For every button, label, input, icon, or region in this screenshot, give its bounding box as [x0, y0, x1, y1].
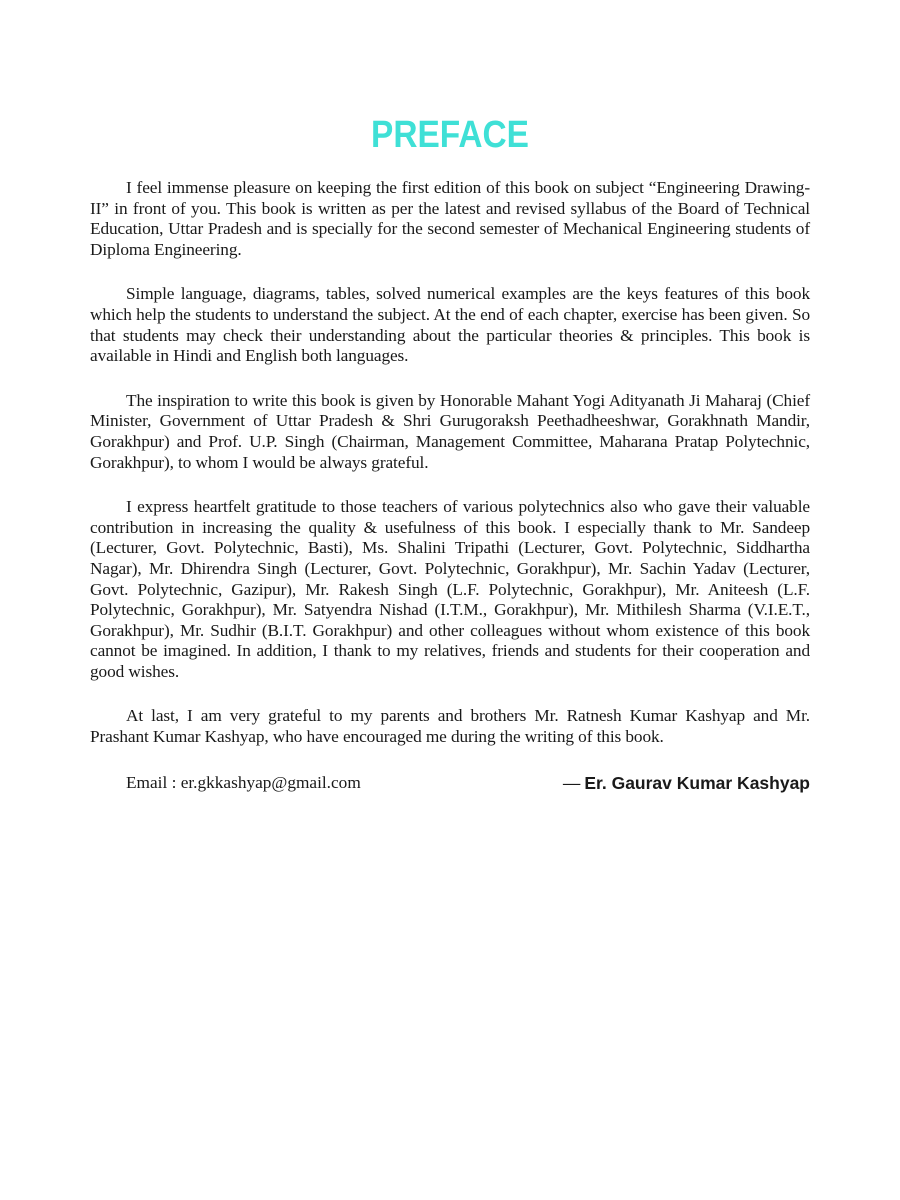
page-title: PREFACE — [371, 114, 529, 156]
author-name: Er. Gaurav Kumar Kashyap — [584, 772, 810, 793]
author-signature — [563, 772, 810, 794]
paragraph-family: At last, I am very grateful to my parents and brothers Mr. Ratnesh Kumar Kashyap and Mr. Prashant Kumar Kashyap, who have encouraged me during the writing of this book. — [90, 706, 810, 747]
signature-row — [90, 772, 810, 796]
paragraph-features: Simple language, diagrams, tables, solved numerical examples are the keys features of this book which help the students to understand the subject. At the end of each chapter, exercise has been given. So that students may check their understanding about the particular theories & principles. This book is available in Hindi and English both languages. — [90, 284, 810, 366]
paragraph-intro: I feel immense pleasure on keeping the first edition of this book on subject “Engineering Drawing-II” in front of you. This book is written as per the latest and revised syllabus of the Board of Technical Education, Uttar Pradesh and is specially for the second semester of Mechanical Engineering students of Diploma Engineering. — [90, 178, 810, 259]
paragraph-inspiration: The inspiration to write this book is given by Honorable Mahant Yogi Adityanath Ji Maharaj (Chief Minister, Government of Uttar Pradesh & Shri Gurugoraksh Peethadheeshwar, Gorakhnath Mandir, Gorakhpur) and Prof. U.P. Singh (Chairman, Management Committee, Maharana Pratap Polytechnic, Gorakhpur), to whom I would be always grateful. — [90, 390, 810, 472]
signature-dash: — — [562, 772, 581, 793]
author-email: Email : er.gkkashyap@gmail.com — [126, 772, 361, 792]
paragraph-gratitude: I express heartfelt gratitude to those teachers of various polytechnics also who gave their valuable contribution in increasing the quality & usefulness of this book. I especially thank to Mr. Sandeep (Lecturer, Govt. Polytechnic, Basti), Ms. Shalini Tripathi (Lecturer, Govt. Polytechnic, Siddhartha Nagar), Mr. Dhirendra Singh (Lecturer, Govt. Polytechnic, Gorakhpur), Mr. Sachin Yadav (Lecturer, Govt. Polytechnic, Gazipur), Mr. Rakesh Singh (L.F. Polytechnic, Gorakhpur), Mr. Aniteesh (L.F. Polytechnic, Gorakhpur), Mr. Satyendra Nishad (I.T.M., Gorakhpur), Mr. Mithilesh Sharma (V.I.E.T., Gorakhpur), Mr. Sudhir (B.I.T. Gorakhpur) and other colleagues without whom existence of this book cannot be imagined. In addition, I thank to my relatives, friends and students for their cooperation and good wishes. — [90, 497, 810, 681]
preface-page — [90, 112, 810, 796]
